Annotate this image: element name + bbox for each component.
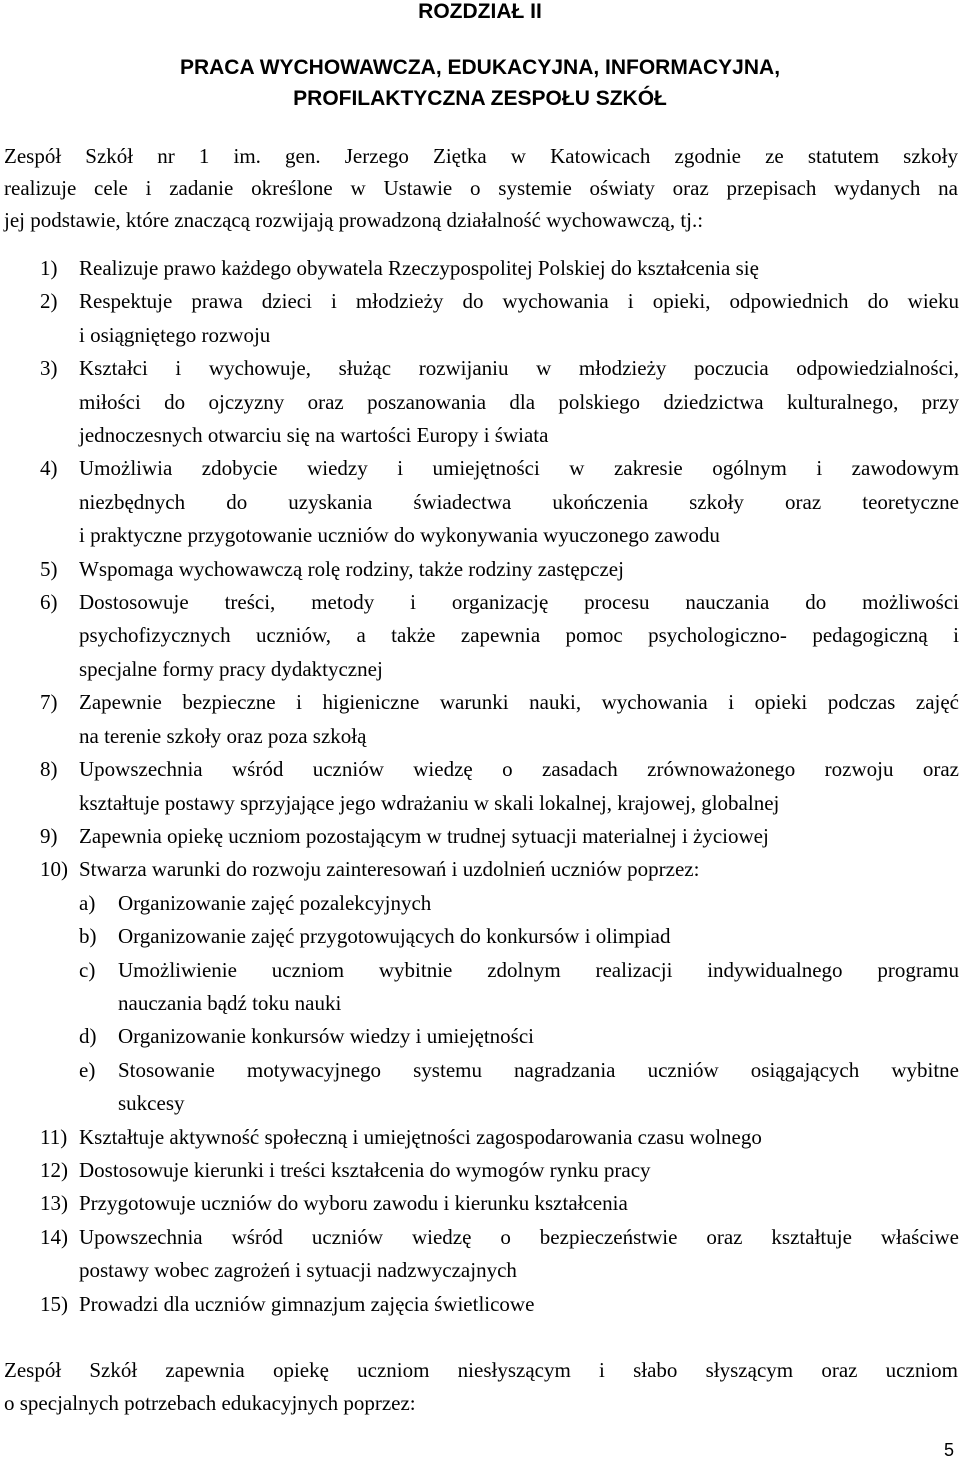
list-item: [0, 1221, 960, 1288]
list-item-line: Umożliwia zdobycie wiedzy i umiejętności w zakresie ogólnym i zawodowym: [79, 456, 959, 481]
intro-line: realizuje cele i zadanie określone w Ustawie o systemie oświaty oraz przepisach wydanych na: [4, 176, 958, 200]
intro-line: jej podstawie, które znaczącą rozwijają prowadzoną działalność wychowawczą, tj.:: [4, 208, 704, 232]
list-item-line: jednoczesnych otwarciu się na wartości Europy i świata: [79, 423, 549, 448]
list-item-line: Wspomaga wychowawczą rolę rodziny, także rodziny zastępczej: [79, 556, 624, 581]
section-title-line: PROFILAKTYCZNA ZESPOŁU SZKÓŁ: [293, 87, 667, 110]
list-item-text: [118, 1020, 959, 1053]
chapter-heading: ROZDZIAŁ II: [418, 0, 542, 23]
closing-line: o specjalnych potrzebach edukacyjnych poprzez:: [4, 1391, 416, 1415]
list-item: [0, 820, 960, 853]
list-item-text: [118, 920, 959, 953]
sub-list-item: [0, 1054, 960, 1121]
list-item-line: kształtuje postawy sprzyjające jego wdrażaniu w skali lokalnej, krajowej, globalnej: [79, 790, 780, 815]
list-item-text: [79, 586, 959, 686]
list-item-line: Dostosowuje kierunki i treści kształcenia do wymogów rynku pracy: [79, 1157, 651, 1182]
list-item-text: [79, 452, 959, 552]
list-item-text: [118, 954, 959, 1021]
list-item-line: Organizowanie konkursów wiedzy i umiejętności: [118, 1024, 535, 1049]
list-item-line: Prowadzi dla uczniów gimnazjum zajęcia świetlicowe: [79, 1291, 535, 1316]
list-item-line: Upowszechnia wśród uczniów wiedzę o bezpieczeństwie oraz kształtuje właściwe: [79, 1224, 959, 1249]
list-item-line: Realizuje prawo każdego obywatela Rzeczypospolitej Polskiej do kształcenia się: [79, 256, 759, 280]
list-item-number: 8): [40, 757, 58, 782]
list-item-line: Stwarza warunki do rozwoju zainteresowań i uzdolnień uczniów poprzez:: [79, 857, 700, 882]
list-item-number: 13): [40, 1191, 68, 1216]
list-item-number: 6): [40, 590, 58, 615]
list-item-text: [79, 352, 959, 452]
list-item-text: [79, 1288, 959, 1321]
list-item-line: niezbędnych do uzyskania świadectwa ukończenia szkoły oraz teoretyczne: [79, 489, 959, 514]
list-item: [0, 1154, 960, 1187]
list-item-text: [79, 1187, 959, 1220]
list-item-number: b): [79, 924, 97, 949]
list-item-number: c): [79, 957, 96, 982]
list-item-line: Organizowanie zajęć przygotowujących do konkursów i olimpiad: [118, 924, 671, 949]
list-item-text: [118, 887, 959, 920]
list-item-number: 1): [40, 256, 58, 280]
list-item-text: [79, 1221, 959, 1288]
list-item: [0, 452, 960, 552]
list-item-text: [118, 1054, 959, 1121]
list-item-text: [79, 820, 959, 853]
list-item-line: postawy wobec zagrożeń i sytuacji nadzwyczajnych: [79, 1258, 517, 1283]
list-item-line: Zapewnia opiekę uczniom pozostającym w trudnej sytuacji materialnej i życiowej: [79, 823, 769, 848]
list-item-number: d): [79, 1024, 97, 1049]
sub-list-item: [0, 920, 960, 953]
list-item-line: Kształci i wychowuje, służąc rozwijaniu w młodzieży poczucia odpowiedzialności,: [79, 356, 959, 381]
list-item-line: na terenie szkoły oraz poza szkołą: [79, 723, 367, 748]
list-item: [0, 686, 960, 753]
section-title-line: PRACA WYCHOWAWCZA, EDUKACYJNA, INFORMACYJNA,: [179, 56, 781, 79]
list-item-number: 7): [40, 690, 58, 715]
list-item-number: 9): [40, 823, 58, 848]
list-item-text: [79, 1121, 959, 1154]
list-item-text: [79, 753, 959, 820]
list-item: [0, 1187, 960, 1220]
sub-list-item: [0, 954, 960, 1021]
list-item-line: Organizowanie zajęć pozalekcyjnych: [118, 890, 432, 915]
list-item-line: Upowszechnia wśród uczniów wiedzę o zasadach zrównoważonego rozwoju oraz: [79, 757, 959, 782]
list-item-text: [79, 285, 959, 352]
list-item-text: [79, 553, 959, 586]
closing-line: Zespół Szkół zapewnia opiekę uczniom niesłyszącym i słabo słyszącym oraz uczniom: [4, 1358, 958, 1382]
list-item-line: nauczania bądź toku nauki: [118, 990, 342, 1015]
list-item-number: 5): [40, 556, 58, 581]
list-item-line: Stosowanie motywacyjnego systemu nagradzania uczniów osiągających wybitne: [118, 1057, 959, 1082]
list-item: [0, 553, 960, 586]
list-item-line: Umożliwienie uczniom wybitnie zdolnym realizacji indywidualnego programu: [118, 957, 959, 982]
section-title: [0, 52, 960, 114]
sub-list-item: [0, 887, 960, 920]
intro-line: Zespół Szkół nr 1 im. gen. Jerzego Ziętka w Katowicach zgodnie ze statutem szkoły: [4, 144, 958, 168]
list-item-number: 14): [40, 1224, 68, 1249]
list-item-text: [79, 853, 959, 886]
list-item-line: sukcesy: [118, 1091, 185, 1116]
list-item-line: specjalne formy pracy dydaktycznej: [79, 656, 383, 681]
list-item-number: 15): [40, 1291, 68, 1316]
list-item-text: [79, 252, 959, 285]
list-item: [0, 352, 960, 452]
list-item: [0, 285, 960, 352]
list-item-number: 4): [40, 456, 58, 481]
list-item-line: Dostosowuje treści, metody i organizację procesu nauczania do możliwości: [79, 590, 959, 615]
list-item: [0, 753, 960, 820]
list-item-number: e): [79, 1057, 96, 1082]
list-item-text: [79, 686, 959, 753]
list-item-number: 12): [40, 1157, 68, 1182]
list-item-line: Przygotowuje uczniów do wyboru zawodu i kierunku kształcenia: [79, 1191, 628, 1216]
list-item-line: i osiągniętego rozwoju: [79, 322, 271, 347]
closing-paragraph: [4, 1354, 958, 1420]
sub-list-item: [0, 1020, 960, 1053]
list-item-text: [79, 1154, 959, 1187]
list-item-number: 3): [40, 356, 58, 381]
page-number: 5: [943, 1440, 954, 1460]
list-item-number: 11): [40, 1124, 68, 1149]
list-item-line: Zapewnie bezpieczne i higieniczne warunki nauki, wychowania i opieki podczas zajęć: [79, 690, 959, 715]
list-item-line: Kształtuje aktywność społeczną i umiejętności zagospodarowania czasu wolnego: [79, 1124, 762, 1149]
list-item-line: miłości do ojczyzny oraz poszanowania dla polskiego dziedzictwa kulturalnego, przy: [79, 389, 959, 414]
list-item: [0, 586, 960, 686]
list-item-line: i praktyczne przygotowanie uczniów do wykonywania wyuczonego zawodu: [79, 523, 720, 548]
numbered-list: [0, 252, 960, 1321]
list-item-line: Respektuje prawa dzieci i młodzieży do wychowania i opieki, odpowiednich do wieku: [79, 289, 959, 314]
list-item-number: 10): [40, 857, 68, 882]
intro-paragraph: [4, 140, 958, 236]
list-item: [0, 252, 960, 285]
list-item-number: a): [79, 890, 96, 915]
list-item: [0, 1121, 960, 1154]
list-item-number: 2): [40, 289, 58, 314]
list-item: [0, 853, 960, 886]
list-item: [0, 1288, 960, 1321]
list-item-line: psychofizycznych uczniów, a także zapewnia pomoc psychologiczno- pedagogiczną i: [79, 623, 959, 648]
